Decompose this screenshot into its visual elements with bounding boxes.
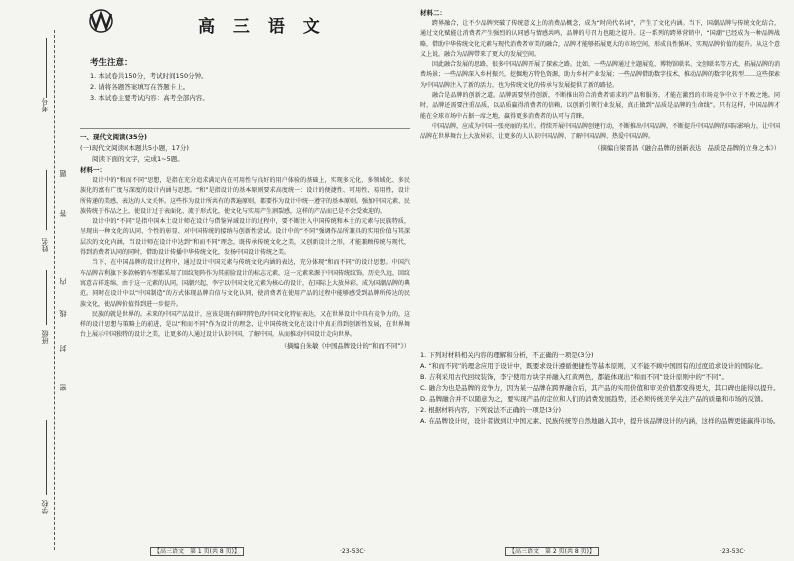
class-label: 班级 bbox=[41, 330, 49, 344]
seal-char-6: 密 bbox=[59, 384, 67, 391]
option: D. 品牌融合并不以随意为之，要实现产品的定位和人们的消费发展趋势，还必须传统美学关注产品的质量和市场的反馈。 bbox=[420, 395, 768, 403]
section-1 bbox=[80, 132, 410, 352]
section-heading: 一、现代文阅读(35分) bbox=[80, 133, 147, 141]
page-footer bbox=[150, 546, 244, 555]
notice-item: 2. 请将各题答案填写在答题卡上。 bbox=[90, 83, 190, 91]
right-column bbox=[420, 0, 780, 561]
notice-item: 3. 本试卷主要考试内容：高考全部内容。 bbox=[90, 94, 209, 102]
seal-char-5: 封 bbox=[59, 345, 67, 352]
class-line bbox=[46, 270, 47, 325]
question-2: 2. 根据材料内容，下列说法不正确的一项是(3分) bbox=[420, 406, 561, 414]
instruction: 阅读下面的文字，完成1~5题。 bbox=[92, 155, 184, 163]
name-line bbox=[46, 170, 47, 230]
seal-char-2: 答 bbox=[59, 210, 67, 217]
material-label: 材料二： bbox=[420, 9, 446, 17]
footer-code: ·23-53C· bbox=[340, 548, 366, 555]
subsection-heading: (一)现代文阅读Ⅰ(本题共5小题，17分) bbox=[80, 144, 189, 152]
paragraph: 民族的就是世界的。未来的中国产品设计，应该是既有鲜明特色的中国文化特征表达，又在世界设计中具有竞争力的，这样的设计思想与策略上的前进，是以“和而不同”作为设计的理念，让中国传统文化在设计中真正得到创新性发展，在世界舞台上展示中国独特的设计之美，让更多的人通过设计认识中国，了解中国，从而推动中国设计走向世界。 bbox=[80, 310, 411, 339]
paragraph: 融合是品牌的创新之道。品牌需要坚持创新，不断推出符合消费者需求的产品和服务，才能在激烈的市场竞争中立于不败之地。同时，品牌还需要注重品质，以品质赢得消费者的信赖，以创新引领行业发展，真正做到“品质是品牌的生命线”。只有这样，中国品牌才能在全球市场中占据一席之地，赢得更多消费者的认可与青睐。 bbox=[420, 92, 780, 120]
exam-no-label: 考号 bbox=[41, 98, 49, 112]
footer-page-info: 【高三语文 第 2 页(共 8 页)】 bbox=[505, 547, 599, 556]
question-1: 1. 下列对材料相关内容的理解和分析，不正确的一项是(3分) bbox=[420, 351, 594, 359]
option: A. “和而不同”的理念应用于设计中，既要求设计遵循便捷性等基本原则，又不能不顾中国固有的过度追求设计的国际化。 bbox=[420, 362, 767, 370]
option: A. 在品牌设计时，设计者做到让中国元素、民族传统等自然地融入其中，提升该品牌设计的内涵，这样的品牌更能赢得市场。 bbox=[420, 417, 780, 425]
paragraph: 跨界融合，让不少品牌突破了传统意义上的消费品概念，成为“时尚代名词”，产生了文化内涵。当下，国潮品牌与传统文化结合，通过文化赋能让消费者产生强烈的认同感与情感共鸣，品牌的号召力也随之提升。这一系列的跨界营销中，“国潮”已经成为一种品牌战略，借助中华传统文化元素与现代消费者审美的融合，品牌才能够拓展更大的市场空间，形成良性循环，实现品牌价值的提升。从这个意义上说，融合为品牌带来了更大的发展空间。 bbox=[420, 20, 781, 58]
seal-char-3: 内 bbox=[59, 278, 67, 285]
paragraph: 因此融合发展的思路，很多中国品牌开展了探索之路。比如，一些品牌通过主题展览、博物馆联名、文创联名等方式，拓展品牌的消费场景；一些品牌深入乡村振兴，挖掘地方特色资源，助力乡村产业发展；一些品牌借助数字技术，推动品牌的数字化转型……这些探索为中国品牌注入了新的活力，也为传统文化的传承与发展提供了新的路径。 bbox=[420, 61, 781, 89]
exam-no-line bbox=[46, 38, 47, 98]
school-line bbox=[46, 420, 47, 495]
footer-page-info: 【高三语文 第 1 页(共 8 页)】 bbox=[150, 547, 244, 556]
material-label: 材料一： bbox=[80, 166, 106, 174]
footer-code: ·23-53C· bbox=[720, 548, 746, 555]
paragraph: 当下，在中国品牌的设计过程中，通过设计中国元素与传统文化内涵的表达，充分体现“和而不同”的设计思想。中国汽车品牌吉利旗下多款畅销车型都采用了回纹矩阵作为其前脸设计的标志元素，这一元素来源于中国传统纹饰，历史久远，回纹寓意吉祥连绵，由于这一元素的认同，国潮兴起，李宁以中国文化元素为核心的设计，在国际上大放异彩，成为国潮品牌的典范。同时在设计中以“中国制造”的方式体现品牌自信与文化认同，使消费者在使用产品的过程中能够感受到品牌所传达的民族文化，使品牌价值得到进一步提升。 bbox=[80, 259, 411, 308]
exam-title: 高 三 语 文 bbox=[198, 17, 326, 37]
option: B. 吉利采用古代回纹装饰，李宁使用方块字并融入红黄两色，都能体现出“和而不同”设计原则中的“不同”。 bbox=[420, 373, 729, 381]
binding-margin bbox=[0, 0, 72, 561]
questions bbox=[420, 350, 780, 427]
paragraph: 设计中的“和而不同”思想，是指在充分追求满足内在可用性与良好的用户体验的基础上，实现多元化、多领域化、多民族化的富有广度与深度的设计内涵与思想。“和”是指设计的基本原则要求高度统一：设计的便捷性、可用性、易用性，设计所传递的美感，表达的人文关怀。这些作为设计所共有的普遍原则，都要作为设计中统一遵守的基本原则。强加中国元素、民族传统于作品之上，使设计过于表面化、流于形式化，使文化与实用产生割裂感，这样的产品而已是不会受欢迎的。 bbox=[80, 177, 411, 215]
option: C. 融合为也是品牌的竞争力，因为某一品牌在跨界融合后，其产品的实用价值和审美价值都变得更大，其口碑也能得以提升。 bbox=[420, 384, 780, 392]
material-2 bbox=[420, 8, 780, 154]
divider bbox=[80, 128, 410, 129]
left-column bbox=[80, 0, 410, 561]
seal-dashed-line bbox=[54, 30, 55, 550]
source-citation: （摘编自梁晋昌《融合品牌的创新表达 品质是品牌的立身之本》） bbox=[594, 144, 780, 152]
seal-char-4: 线 bbox=[59, 310, 67, 317]
notice-box bbox=[90, 56, 310, 104]
paragraph: 设计中的“不同”是指中国本土设计师在设计与借鉴异域设计的过程中，要不断注入中国传统和本土的元素与民族特质，呈现出一种文化的认同、个性的彰显、对中国传统的接纳与创新性尝试。设计中的“不同”强调作品所兼具的实用价值与其深层次的文化内涵，当设计师在设计中达到“和而不同”理念，既传承传统文化之美，又创新设计之形，才能兼顾传统与现代，得到消费者认同的同时，借助设计传播中华传统文化，发扬中国设计传统之美。 bbox=[80, 218, 410, 257]
source-citation: （摘编自朱敏《中国品牌设计的“和而不同”》） bbox=[280, 342, 410, 350]
school-label: 学校 bbox=[41, 500, 49, 514]
page-footer bbox=[505, 546, 599, 555]
paragraph: 中国品牌，应成为中国一张亮丽的名片。持续开展中国品牌创建行动，不断推出中国品牌，不断提升中国品牌的国际影响力，让中国品牌在世界舞台上大放异彩，让更多的人认识中国品牌、了解中国品牌、热爱中国品牌。 bbox=[420, 122, 781, 141]
notice-item: 1. 本试卷共150分，考试时间150分钟。 bbox=[90, 72, 208, 80]
publisher-logo-icon bbox=[88, 8, 114, 34]
notice-heading: 考生注意： bbox=[90, 58, 133, 68]
seal-char-1: 题 bbox=[59, 170, 67, 177]
name-label: 姓名 bbox=[41, 238, 49, 252]
